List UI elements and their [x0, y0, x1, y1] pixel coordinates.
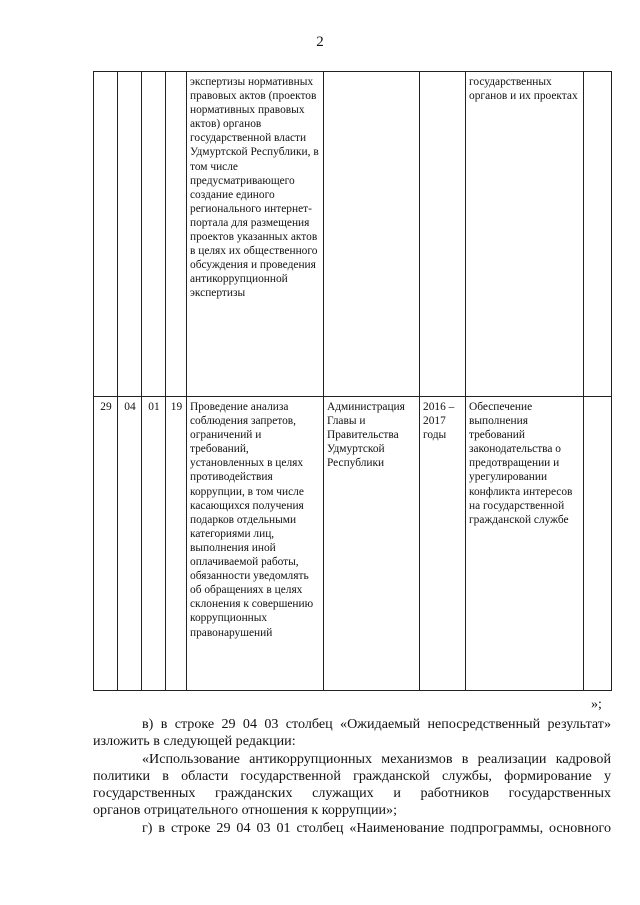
table-cell-name [187, 397, 324, 691]
table-cell-period [420, 397, 466, 691]
table-cell-code-4: 19 [166, 397, 187, 691]
table-row [94, 397, 612, 691]
table-row [94, 72, 612, 397]
table-cell-period [420, 72, 466, 397]
cell-period-text: 2016 – 2017 годы [423, 401, 455, 442]
paragraph-line: изложить в следующей редакции: [93, 733, 296, 749]
page-number: 2 [316, 34, 324, 50]
table-cell-extra [584, 72, 612, 397]
table-cell-code-4 [166, 72, 187, 397]
table-cell-result [466, 397, 584, 691]
table-cell-code-2: 04 [118, 397, 142, 691]
cell-result-text: Обеспечение выполнения требований законодательства о предотвращении и урегулировании конфликта интересов на государственной гражданской службе [469, 401, 573, 526]
paragraph-quote [93, 751, 611, 819]
cell-name-text: экспертизы нормативных правовых актов (проектов нормативных правовых актов) органов государственной власти Удмуртской Республики, в том числе предусматривающего создание единого регионального интернет-портала для размещения проектов указанных актов в целях их общественного обсуждения и проведения антикоррупционной экспертизы [190, 76, 319, 300]
table-cell-code-1: 29 [94, 397, 118, 691]
table-cell-name [187, 72, 324, 397]
cell-executor-text: Администрация Главы и Правительства Удмуртской Республики [327, 401, 405, 470]
closing-quote-mark: »; [591, 697, 602, 712]
paragraph-line: политики в области государственной гражданской службы, формирование у [93, 768, 611, 784]
table-cell-code-1 [94, 72, 118, 397]
table-cell-code-3 [142, 72, 166, 397]
paragraph-g [93, 820, 611, 837]
paragraph-line: г) в строке 29 04 03 01 столбец «Наименование подпрограммы, основного [142, 820, 611, 836]
cell-name-text: Проведение анализа соблюдения запретов, ограничений и требований, установленных в целях противодействия коррупции, в том числе касающихся получения подарков отдельными категориями лиц, выполнения иной оплачиваемой работы, обязанности уведомлять об обращениях в целях склонения к совершению коррупционных правонарушений [190, 401, 314, 639]
cell-result-text: государственных органов и их проектах [469, 76, 578, 103]
table-cell-executor [324, 397, 420, 691]
paragraph-v [93, 716, 611, 750]
paragraph-line: в) в строке 29 04 03 столбец «Ожидаемый непосредственный результат» [142, 716, 611, 732]
table-cell-code-3: 01 [142, 397, 166, 691]
table-cell-code-2 [118, 72, 142, 397]
table-cell-extra [584, 397, 612, 691]
table-cell-result [466, 72, 584, 397]
table-cell-executor [324, 72, 420, 397]
paragraph-line: государственных гражданских служащих и работников государственных [93, 785, 611, 801]
paragraph-line: органов отрицательного отношения к коррупции»; [93, 802, 398, 818]
program-table [93, 71, 612, 691]
paragraph-line: «Использование антикоррупционных механизмов в реализации кадровой [142, 751, 611, 767]
